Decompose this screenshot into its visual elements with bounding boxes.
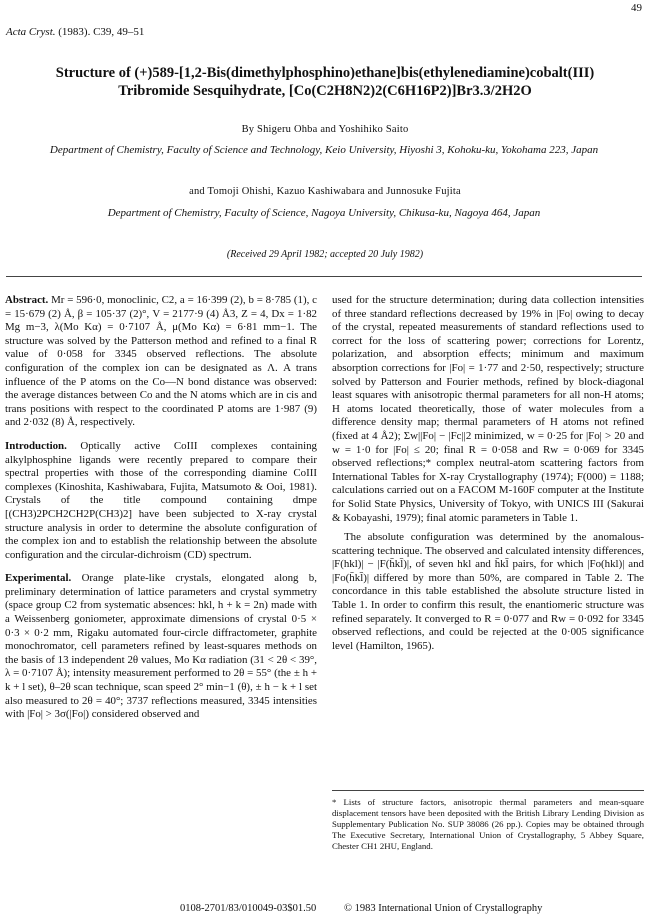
paper-title: [0, 64, 650, 100]
authors-group-2: and Tomoji Ohishi, Kazuo Kashiwabara and Junnosuke Fujita: [189, 186, 461, 197]
copyright: © 1983 International Union of Crystallography: [344, 903, 543, 914]
left-column: [5, 294, 317, 732]
abstract: [5, 294, 317, 430]
title-line-2: Tribromide Sesquihydrate, [Co(C2H8N2)2(C6H16P2)]Br3.3/2H2O: [118, 83, 532, 99]
abstract-heading: Abstract.: [5, 294, 49, 306]
page-number: 49: [631, 2, 642, 14]
experimental-continued: used for the structure determination; during data collection intensities of three standard reflections decreased by 19% in |Fo| owing to decay of the crystal, repeated measurements of standard reflections used to correct for the loss of scattering power; corrections for Lorentz, polarization, and absorption effects; minimum and maximum absorption corrections for |Fo| = 1·77 and 2·50, respectively; structure solved by Patterson and Fourier methods, refined by block-diagonal least squares with anisotropic thermal parameters for all non-H atoms; H atoms located theoretically, those of water molecules from a difference density map; thermal parameters of H atoms not refined (fixed at 4 Å2); Σw||Fo| − |Fc||2 minimized, w = 0·25 for |Fo| > 20 and w = 1·0 for |Fo| ≤ 20; final R = 0·058 and Rw = 0·069 for 3345 observed reflections;* complex neutral-atom scattering factors from International Tables for X-ray Crystallography (1974); F(000) = 1188; calculations carried out on a FACOM M-160F computer at the Institute for Solid State Physics, University of Tokyo, with UNICS III (Sakurai & Kobayashi, 1979); final atomic parameters in Table 1.: [332, 294, 644, 524]
affiliation-1: Department of Chemistry, Faculty of Science and Technology, Keio University, Hiyoshi 3, Kohoku-ku, Yokohama 223, Japan: [49, 144, 599, 156]
footnote-divider: [332, 790, 644, 791]
affiliation-2: Department of Chemistry, Faculty of Science, Nagoya University, Chikusa-ku, Nagoya 464, Japan: [107, 207, 541, 219]
received-dates: (Received 29 April 1982; accepted 20 July 1982): [226, 249, 424, 260]
abstract-text: Mr = 596·0, monoclinic, C2, a = 16·399 (2), b = 8·785 (1), c = 15·679 (2) Å, β = 105·37 (2)°, V = 2177·9 (4) Å3, Z = 4, Dx = 1·82 Mg m−3, λ(Mo Kα) = 0·7107 Å, μ(Mo Kα) = 6·81 mm−1. The structure was solved by the Patterson method and refined to a final R value of 0·058 for 3345 observed reflections. The absolute configuration of the complex ion can be designated as Λ. A trans influence of the P atoms on the Co—N bond distance was observed: the average distances between Co and the N atoms which are in cis and trans positions with respect to the coordinated P atoms are 1·987 (9) and 2·032 (8) Å, respectively.: [5, 294, 317, 429]
journal-name: Acta Cryst.: [6, 26, 56, 38]
experimental-text: Orange plate-like crystals, elongated along b, preliminary determination of lattice parameters and crystal symmetry (space group C2 from systematic absences: hkl, h + k = 2n) made with a Weissenberg goniometer, approximate dimensions of crystal 0·5 × 0·3 × 0·2 mm, Rigaku automated four-circle diffractometer, graphite monochromator, cell parameters refined by least-squares methods on the basis of 13 independent 2θ values, Mo Kα radiation (31 < 2θ < 39°, λ = 0·7107 Å); intensity measurement performed to 2θ = 55° (the ± h + k + l set), θ–2θ scan technique, scan speed 2° min−1 (θ), ± h − k + l set also measured to 2θ = 40°; 3737 reflections measured, 3345 intensities with |Fo| > 3σ(|Fo|) considered observed and: [5, 572, 317, 721]
experimental: [5, 572, 317, 722]
title-line-1: Structure of (+)589-[1,2-Bis(dimethylphosphino)ethane]bis(ethylenediamine)cobalt(III): [55, 65, 595, 81]
introduction-text: Optically active CoIII complexes containing alkylphosphine ligands were recently prepared to compare their spectral properties with those of the corresponding diamine CoIII complexes (Kinoshita, Kashiwabara, Fujita, Matsumoto & Ooi, 1981). Crystals of the title compound containing dmpe [(CH3)2PCH2CH2P(CH3)2] have been subjected to X-ray crystal structure analysis in order to determine the absolute configuration of the complex ion and to establish the relationship between the absolute configuration and the circular-dichroism (CD) spectrum.: [5, 439, 317, 561]
journal-volume: (1983). C39, 49–51: [58, 26, 145, 38]
introduction: [5, 440, 317, 562]
article-code: 0108-2701/83/010049-03$01.50: [180, 903, 317, 914]
experimental-heading: Experimental.: [5, 572, 72, 585]
footnote: * Lists of structure factors, anisotropic thermal parameters and mean-square displacement tensors have been deposited with the British Library Lending Division as Supplementary Publication No. SUP 38086 (26 pp.). Copies may be obtained through The Executive Secretary, International Union of Crystallography, 5 Abbey Square, Chester CH1 2HU, England.: [332, 797, 644, 851]
right-column: [332, 294, 644, 663]
journal-citation: [6, 26, 144, 38]
absolute-configuration-paragraph: The absolute configuration was determined by the anomalous-scattering technique. The observed and calculated intensity differences, |F(hkl)| − |F(h̄kl̄)|, of seven hkl and h̄kl̄ pairs, for which |Fo(hkl)| and |Fo(h̄kl̄)| differed by more than 50%, are compared in Table 2. The concordance in this table established the absolute structure listed in Table 1. In order to confirm this result, the enantiomeric structure was refined separately. It converged to R = 0·077 and Rw = 0·092 for 3345 observed reflections, and could be rejected at the 0·005 significance level (Hamilton, 1965).: [332, 531, 644, 652]
introduction-heading: Introduction.: [5, 439, 67, 452]
header-divider: [6, 276, 642, 277]
authors-group-1: By Shigeru Ohba and Yoshihiko Saito: [241, 124, 409, 135]
